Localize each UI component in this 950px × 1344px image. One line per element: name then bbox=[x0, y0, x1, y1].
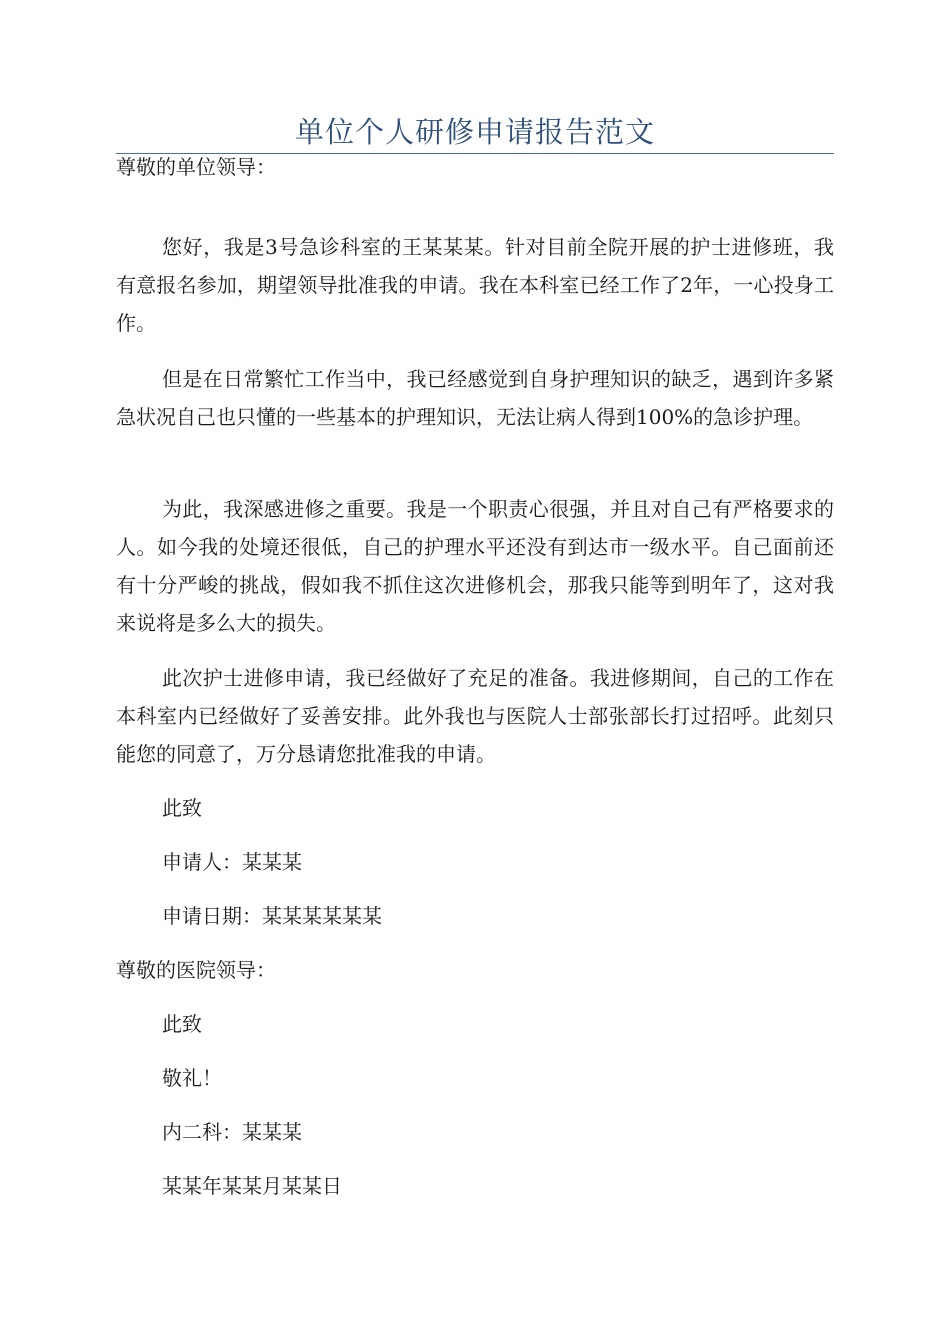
salutation-hospital-leaders: 尊敬的医院领导： bbox=[116, 958, 276, 982]
apply-date-line: 申请日期：某某某某某某 bbox=[162, 904, 382, 928]
paragraph-4: 此次护士进修申请，我已经做好了充足的准备。我进修期间，自己的工作在本科室内已经做好了妥善安排。此外我也与医院人士部张部长打过招呼。此刻只能您的同意了，万分恳请您批准我的申请。 bbox=[116, 666, 834, 766]
department-signature: 内二科：某某某 bbox=[162, 1120, 302, 1144]
signature-date: 某某年某某月某某日 bbox=[162, 1174, 342, 1198]
regards-line: 敬礼！ bbox=[162, 1066, 222, 1090]
applicant-line: 申请人：某某某 bbox=[162, 850, 302, 874]
paragraph-3: 为此，我深感进修之重要。我是一个职责心很强，并且对自己有严格要求的人。如今我的处境还很低，自己的护理水平还没有到达市一级水平。自己面前还有十分严峻的挑战，假如我不抓住这次进修机会，那我只能等到明年了，这对我来说将是多么大的损失。 bbox=[116, 497, 834, 635]
closing-ci-zhi-1: 此致 bbox=[162, 796, 202, 820]
paragraph-1: 您好，我是3号急诊科室的王某某某。针对目前全院开展的护士进修班，我有意报名参加，期望领导批准我的申请。我在本科室已经工作了2年，一心投身工作。 bbox=[116, 235, 834, 335]
paragraph-2: 但是在日常繁忙工作当中，我已经感觉到自身护理知识的缺乏，遇到许多紧急状况自己也只懂的一些基本的护理知识，无法让病人得到100%的急诊护理。 bbox=[116, 367, 834, 429]
document-title: 单位个人研修申请报告范文 bbox=[294, 115, 655, 149]
closing-ci-zhi-2: 此致 bbox=[162, 1012, 202, 1036]
salutation-unit-leaders: 尊敬的单位领导： bbox=[116, 155, 276, 179]
